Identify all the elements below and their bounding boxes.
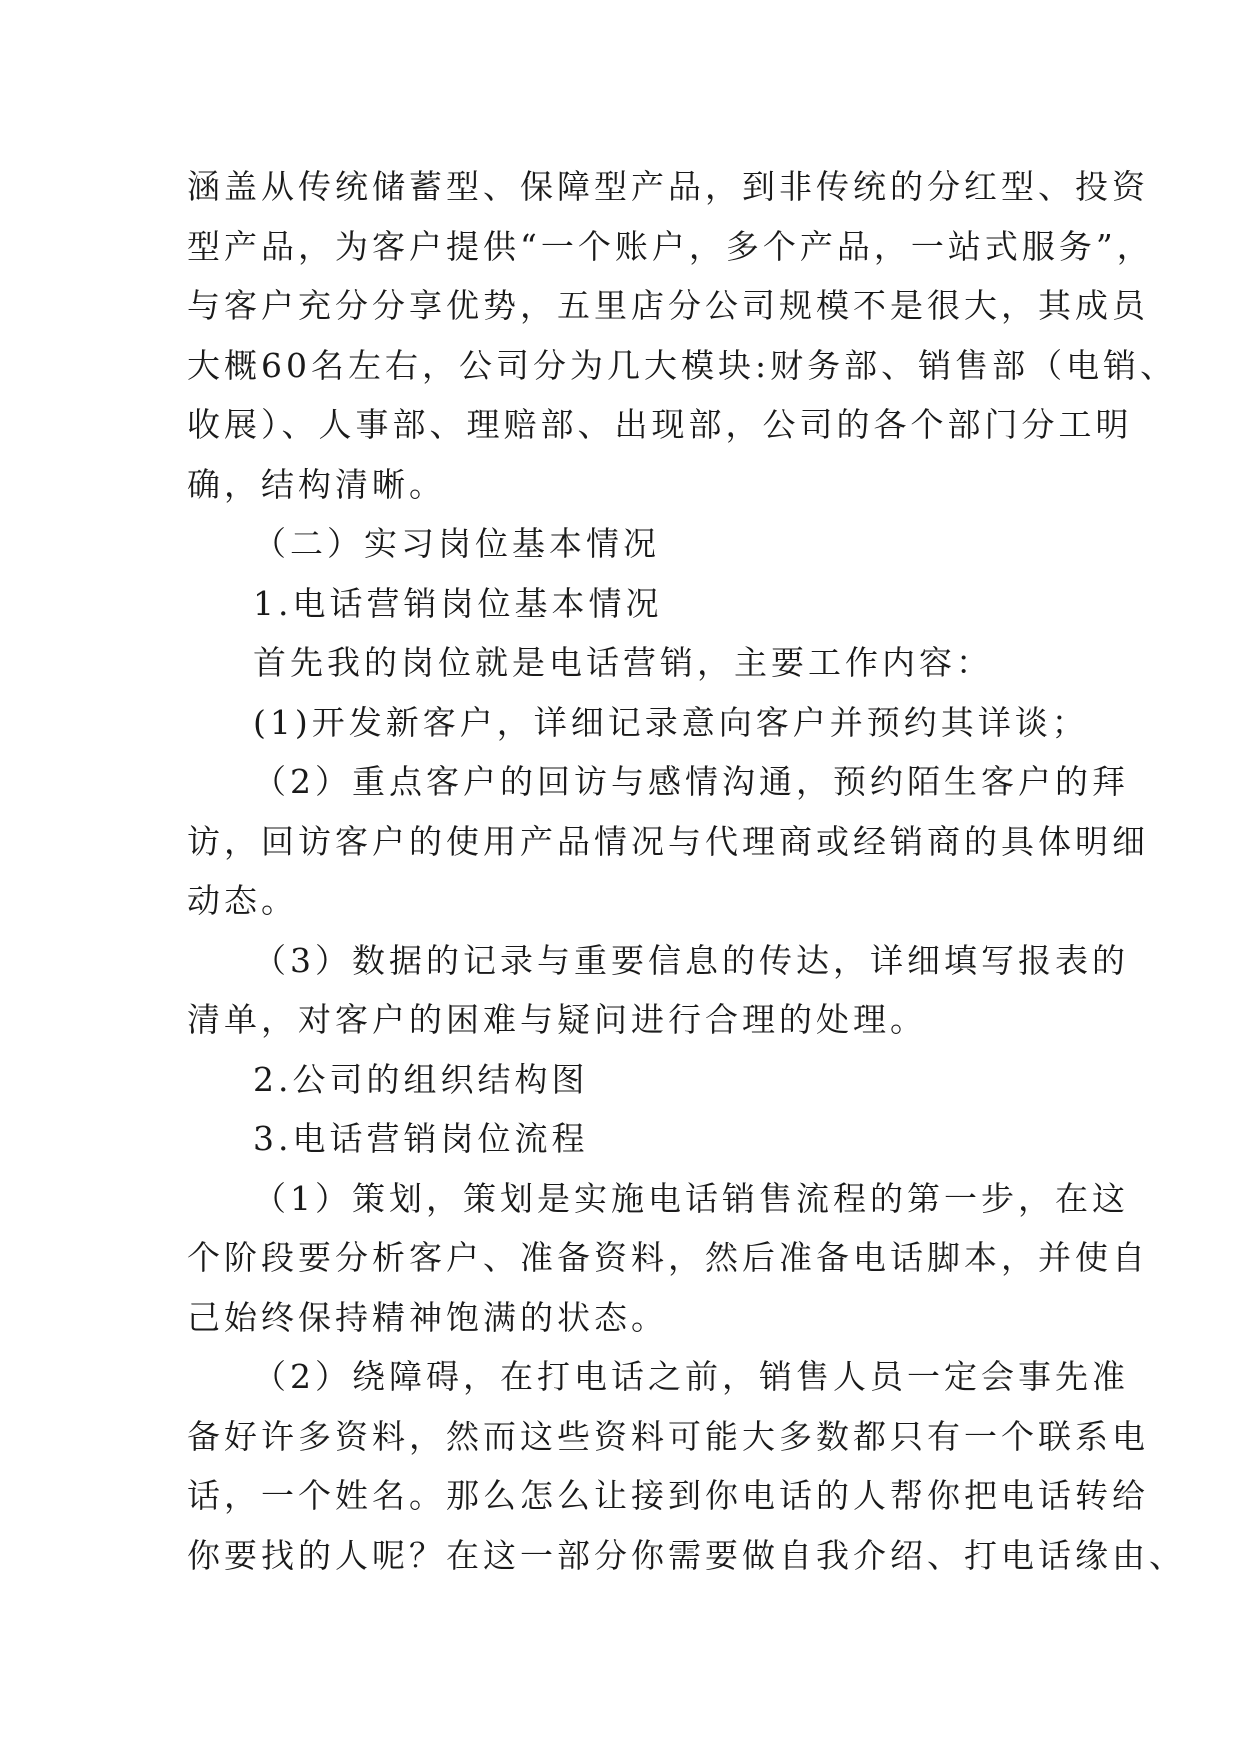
section-heading <box>187 514 1057 574</box>
paragraph-intro-continued <box>187 157 1178 514</box>
text-line: （3）数据的记录与重要信息的传达，详细填写报表的 <box>253 940 1129 980</box>
text-line: 2.公司的组织结构图 <box>253 1059 589 1099</box>
text-line: 大概60名左右，公司分为几大模块:财务部、销售部（电销、 <box>187 345 1178 385</box>
text-line: 1.电话营销岗位基本情况 <box>253 583 663 623</box>
text-line: （2）绕障碍，在打电话之前，销售人员一定会事先准 <box>253 1357 1129 1396</box>
text-line: 清单，对客户的困难与疑问进行合理的处理。 <box>187 1000 927 1039</box>
text-line: 首先我的岗位就是电话营销，主要工作内容： <box>253 643 993 682</box>
text-line: 3.电话营销岗位流程 <box>253 1119 589 1158</box>
subheading <box>187 574 1057 634</box>
subheading <box>187 1109 1057 1169</box>
text-line: 访，回访客户的使用产品情况与代理商或经销商的具体明细 <box>187 821 1149 861</box>
text-line: 话，一个姓名。那么怎么让接到你电话的人帮你把电话转给 <box>187 1476 1149 1515</box>
text-line: （1）策划，策划是实施电话销售流程的第一步，在这 <box>253 1178 1129 1218</box>
paragraph-main-duty <box>187 633 1057 693</box>
text-line: 涵盖从传统储蓄型、保障型产品，到非传统的分红型、投资 <box>187 167 1149 206</box>
text-line: 个阶段要分析客户、准备资料，然后准备电话脚本，并使自 <box>187 1238 1149 1277</box>
paragraph-duty-2 <box>187 752 1149 931</box>
text-line: 确，结构清晰。 <box>187 464 446 504</box>
paragraph-flow-2 <box>187 1347 1186 1585</box>
text-line: 你要找的人呢？在这一部分你需要做自我介绍、打电话缘由、 <box>187 1535 1186 1575</box>
text-line: （2）重点客户的回访与感情沟通，预约陌生客户的拜 <box>253 762 1129 801</box>
text-line: 备好许多资料，然而这些资料可能大多数都只有一个联系电 <box>187 1416 1149 1456</box>
paragraph-flow-1 <box>187 1169 1149 1348</box>
text-line: （二）实习岗位基本情况 <box>253 524 660 563</box>
text-line: 与客户充分分享优势，五里店分公司规模不是很大，其成员 <box>187 286 1149 325</box>
text-line: 型产品，为客户提供“一个账户，多个产品，一站式服务”， <box>187 226 1154 266</box>
paragraph-duty-1 <box>187 693 1089 753</box>
text-line: 动态。 <box>187 881 298 920</box>
paragraph-duty-3 <box>187 931 1129 1050</box>
document-body <box>187 157 1186 1585</box>
text-line: 己始终保持精神饱满的状态。 <box>187 1297 668 1337</box>
text-line: 收展）、人事部、理赔部、出现部，公司的各个部门分工明 <box>187 405 1133 444</box>
subheading <box>187 1050 1057 1110</box>
text-line: (1)开发新客户，详细记录意向客户并预约其详谈； <box>253 702 1089 742</box>
